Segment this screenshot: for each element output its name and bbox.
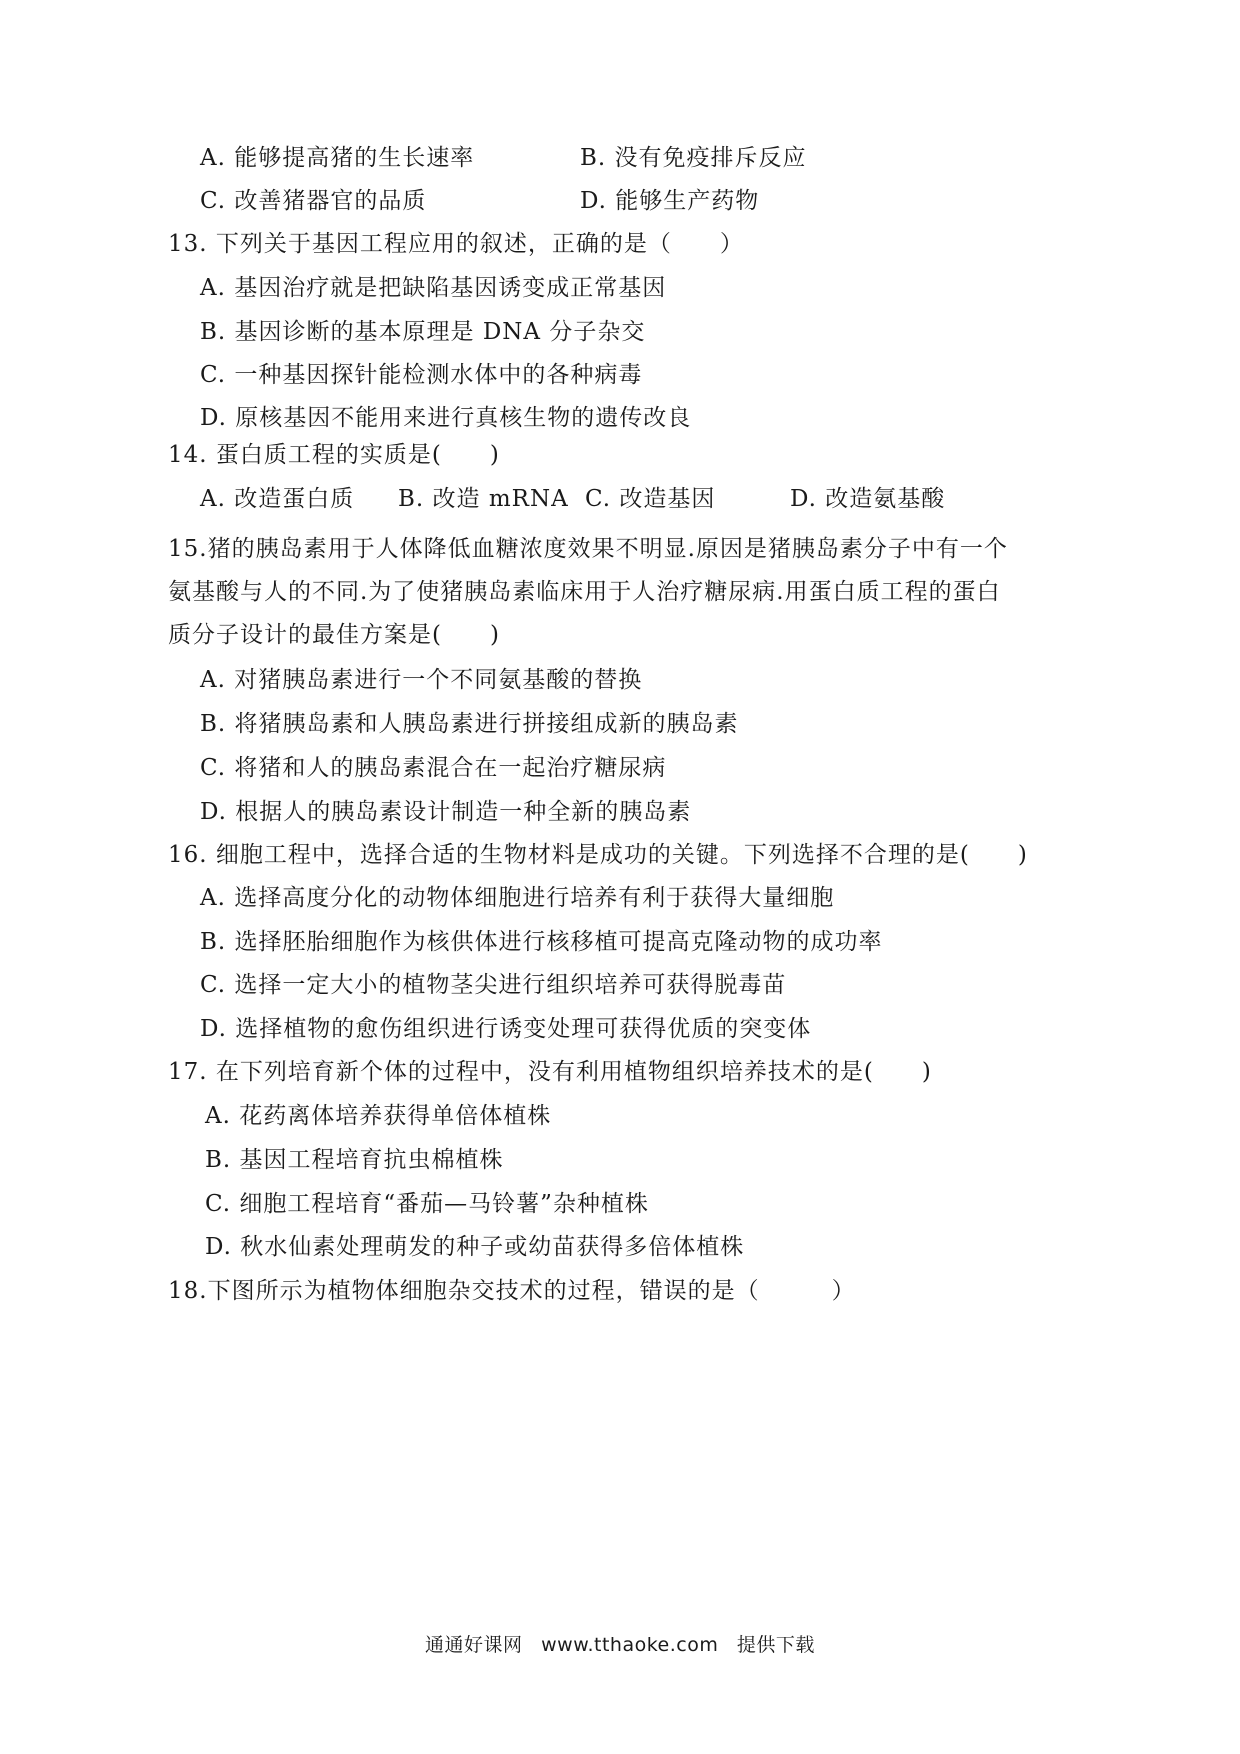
q17-option-a: A. 花药离体培养获得单倍体植株 (205, 1103, 552, 1129)
q14-option-c: C. 改造基因 (585, 486, 716, 512)
q15-option-a: A. 对猪胰岛素进行一个不同氨基酸的替换 (200, 667, 643, 693)
q13-stem: 13. 下列关于基因工程应用的叙述，正确的是（ ） (168, 231, 744, 257)
q16-stem: 16. 细胞工程中，选择合适的生物材料是成功的关键。下列选择不合理的是( ) (168, 842, 1028, 868)
q12-option-c: C. 改善猪器官的品质 (200, 188, 427, 214)
footer-suffix: 提供下载 (736, 1634, 815, 1656)
q16-option-d: D. 选择植物的愈伤组织进行诱变处理可获得优质的突变体 (200, 1016, 812, 1042)
q17-stem: 17. 在下列培育新个体的过程中，没有利用植物组织培养技术的是( ) (168, 1059, 932, 1085)
footer-site-name: 通通好课网 (425, 1634, 523, 1656)
q13-option-a: A. 基因治疗就是把缺陷基因诱变成正常基因 (200, 275, 667, 301)
footer-url[interactable]: www.tthaoke.com (541, 1634, 719, 1656)
q17-option-c: C. 细胞工程培育“番茄—马铃薯”杂种植株 (205, 1191, 649, 1217)
q12-option-d: D. 能够生产药物 (580, 188, 760, 214)
page-footer (0, 1630, 1240, 1657)
q12-option-a: A. 能够提高猪的生长速率 (200, 145, 475, 171)
q12-option-b: B. 没有免疫排斥反应 (580, 145, 807, 171)
q14-stem: 14. 蛋白质工程的实质是( ) (168, 442, 500, 468)
q17-option-b: B. 基因工程培育抗虫棉植株 (205, 1147, 504, 1173)
q14-option-b: B. 改造 mRNA (398, 486, 569, 512)
q13-option-d: D. 原核基因不能用来进行真核生物的遗传改良 (200, 405, 692, 431)
q17-option-d: D. 秋水仙素处理萌发的种子或幼苗获得多倍体植株 (205, 1234, 745, 1260)
q13-option-b: B. 基因诊断的基本原理是 DNA 分子杂交 (200, 319, 646, 345)
q15-option-b: B. 将猪胰岛素和人胰岛素进行拼接组成新的胰岛素 (200, 711, 739, 737)
q15-option-d: D. 根据人的胰岛素设计制造一种全新的胰岛素 (200, 799, 692, 825)
q16-option-a: A. 选择高度分化的动物体细胞进行培养有利于获得大量细胞 (200, 885, 835, 911)
q16-option-b: B. 选择胚胎细胞作为核供体进行核移植可提高克隆动物的成功率 (200, 929, 883, 955)
q15-option-c: C. 将猪和人的胰岛素混合在一起治疗糖尿病 (200, 755, 667, 781)
q18-stem: 18.下图所示为植物体细胞杂交技术的过程，错误的是（ ） (168, 1278, 856, 1304)
q15-stem-line-1: 15.猪的胰岛素用于人体降低血糖浓度效果不明显.原因是猪胰岛素分子中有一个 (168, 536, 1008, 562)
q15-stem-line-3: 质分子设计的最佳方案是( ) (168, 622, 500, 648)
q14-option-a: A. 改造蛋白质 (200, 486, 355, 512)
q16-option-c: C. 选择一定大小的植物茎尖进行组织培养可获得脱毒苗 (200, 972, 787, 998)
q15-stem-line-2: 氨基酸与人的不同.为了使猪胰岛素临床用于人治疗糖尿病.用蛋白质工程的蛋白 (168, 579, 1001, 605)
q14-option-d: D. 改造氨基酸 (790, 486, 946, 512)
q13-option-c: C. 一种基因探针能检测水体中的各种病毒 (200, 362, 643, 388)
